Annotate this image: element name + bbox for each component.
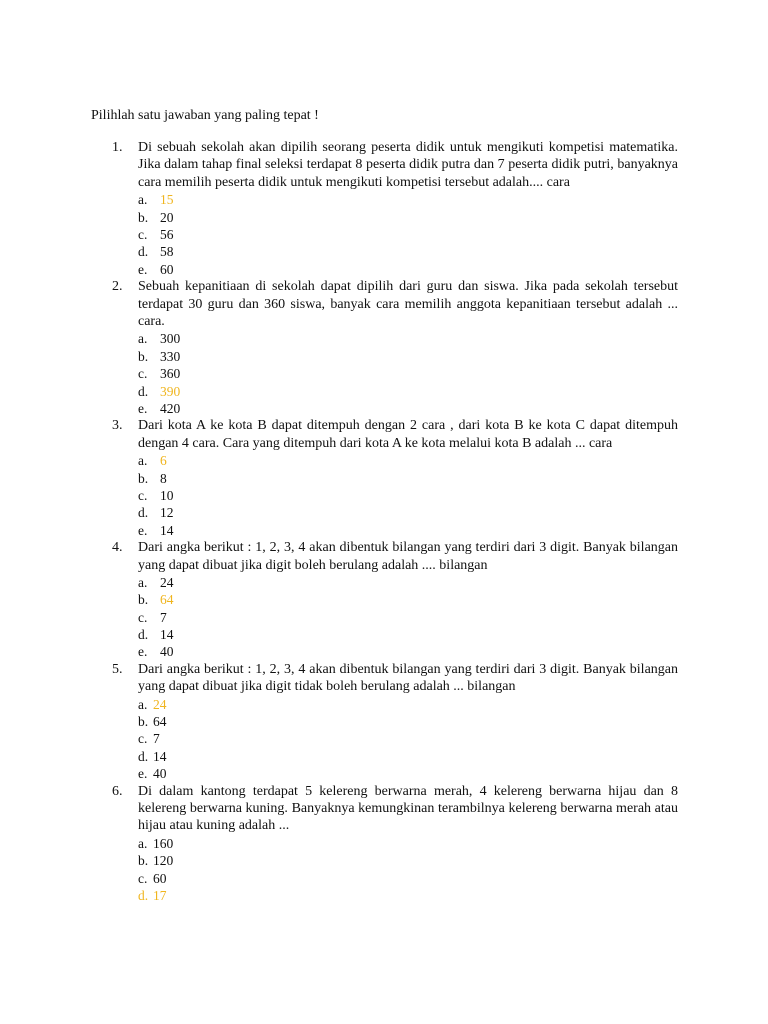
question-3: [112, 417, 678, 539]
question-text: Di sebuah sekolah akan dipilih seorang peserta didik untuk mengikuti kompetisi matematika. Jika dalam tahap final seleksi terdapat 8 peserta didik putra dan 7 peserta didik putri, banyaknya cara memilih peserta didik untuk mengikuti kompetisi tersebut adalah.... cara: [138, 140, 678, 190]
option-letter: b.: [138, 714, 149, 730]
option-letter: b.: [138, 470, 149, 486]
option-a: [138, 452, 678, 469]
option-letter: e.: [138, 522, 148, 538]
option-value: 14: [153, 748, 167, 764]
option-letter: a.: [138, 331, 148, 347]
option-value: 7: [160, 609, 167, 625]
option-b: [138, 348, 678, 365]
option-letter: a.: [138, 574, 148, 590]
question-6: [112, 783, 678, 905]
question-1: [112, 139, 678, 278]
option-letter: c.: [138, 227, 148, 242]
option-c: [138, 487, 678, 504]
option-e: [138, 400, 678, 417]
option-d: [138, 243, 678, 260]
option-c: [138, 609, 678, 626]
question-text: Dari angka berikut : 1, 2, 3, 4 akan dibentuk bilangan yang terdiri dari 3 digit. Banyak bilangan yang dapat dibuat jika digit boleh berulang adalah .... bilangan: [138, 540, 678, 573]
option-c: [138, 730, 678, 747]
option-letter: b.: [138, 209, 149, 225]
question-text: Dari angka berikut : 1, 2, 3, 4 akan dibentuk bilangan yang terdiri dari 3 digit. Banyak bilangan yang dapat dibuat jika digit tidak boleh berulang adalah ... bilangan: [138, 661, 678, 695]
option-c: [138, 226, 678, 243]
option-d: [138, 383, 678, 400]
question-2: [112, 278, 678, 417]
question-list: [112, 139, 678, 904]
option-letter: c.: [138, 609, 148, 625]
question-number: 6.: [112, 783, 123, 799]
option-d: [138, 748, 678, 765]
option-e: [138, 261, 678, 278]
option-value: 15: [160, 192, 174, 208]
option-value: 120: [153, 853, 174, 869]
option-letter: a.: [138, 696, 148, 712]
option-e: [138, 765, 678, 782]
option-letter: c.: [138, 366, 148, 382]
option-value: 160: [153, 835, 174, 851]
question-text: Sebuah kepanitiaan di sekolah dapat dipilih dari guru dan siswa. Jika pada sekolah tersebut terdapat 30 guru dan 360 siswa, banyak cara memilih anggota kepanitiaan tersebut adalah ... cara.: [138, 279, 678, 329]
option-value: 24: [160, 574, 174, 590]
answer-options: [138, 574, 678, 661]
answer-options: [138, 452, 678, 539]
option-value: 6: [160, 453, 167, 469]
option-value: 14: [160, 627, 174, 643]
option-value: 56: [160, 227, 174, 242]
question-4: [112, 539, 678, 661]
answer-options: [138, 191, 678, 278]
option-value: 7: [153, 731, 160, 747]
answer-options: [138, 330, 678, 417]
option-b: [138, 209, 678, 226]
option-a: [138, 696, 678, 713]
option-value: 64: [160, 592, 174, 608]
option-letter: a.: [138, 192, 148, 208]
instruction-text: Pilihlah satu jawaban yang paling tepat !: [91, 108, 319, 123]
option-d: [138, 887, 678, 904]
answer-options: [138, 696, 678, 783]
option-value: 360: [160, 366, 181, 382]
option-value: 40: [153, 766, 167, 782]
option-letter: b.: [138, 853, 149, 869]
option-value: 60: [153, 870, 167, 886]
option-letter: a.: [138, 835, 148, 851]
question-text: Dari kota A ke kota B dapat ditempuh dengan 2 cara , dari kota B ke kota C dapat ditempuh dengan 4 cara. Cara yang ditempuh dari kota A ke kota melalui kota B adalah ... cara: [138, 418, 678, 451]
option-letter: c.: [138, 487, 148, 503]
option-letter: c.: [138, 870, 148, 886]
question-number: 5.: [112, 661, 123, 677]
option-d: [138, 504, 678, 521]
option-letter: b.: [138, 592, 149, 608]
option-letter: d.: [138, 748, 149, 764]
option-value: 14: [160, 522, 174, 538]
option-value: 64: [153, 714, 167, 730]
option-value: 60: [160, 261, 174, 277]
option-value: 20: [160, 209, 174, 225]
option-letter: d.: [138, 888, 149, 904]
option-c: [138, 870, 678, 887]
question-number: 2.: [112, 279, 123, 295]
option-letter: b.: [138, 348, 149, 364]
option-letter: e.: [138, 261, 148, 277]
option-value: 8: [160, 470, 167, 486]
option-a: [138, 191, 678, 208]
question-5: [112, 661, 678, 783]
question-text: Di dalam kantong terdapat 5 kelereng berwarna merah, 4 kelereng berwarna hijau dan 8 kelereng berwarna kuning. Banyaknya kemungkinan terambilnya kelereng berwarna merah atau hijau atau kuning adalah ...: [138, 783, 678, 834]
question-number: 3.: [112, 418, 123, 434]
option-b: [138, 591, 678, 608]
option-letter: e.: [138, 400, 148, 416]
option-value: 40: [160, 644, 174, 660]
option-e: [138, 522, 678, 539]
answer-options: [138, 835, 678, 905]
option-letter: e.: [138, 644, 148, 660]
option-letter: a.: [138, 453, 148, 469]
option-value: 17: [153, 888, 167, 904]
option-letter: d.: [138, 244, 149, 260]
option-letter: c.: [138, 731, 148, 747]
option-value: 10: [160, 487, 174, 503]
option-b: [138, 713, 678, 730]
option-d: [138, 626, 678, 643]
option-value: 12: [160, 505, 174, 521]
option-e: [138, 643, 678, 660]
question-number: 4.: [112, 540, 123, 556]
option-a: [138, 574, 678, 591]
option-a: [138, 835, 678, 852]
option-value: 58: [160, 244, 174, 260]
option-value: 420: [160, 400, 181, 416]
option-b: [138, 470, 678, 487]
option-value: 390: [160, 383, 181, 399]
option-value: 330: [160, 348, 181, 364]
option-value: 24: [153, 696, 167, 712]
option-a: [138, 330, 678, 347]
option-letter: d.: [138, 383, 149, 399]
question-number: 1.: [112, 140, 123, 155]
option-b: [138, 852, 678, 869]
option-letter: d.: [138, 627, 149, 643]
option-letter: d.: [138, 505, 149, 521]
option-value: 300: [160, 331, 181, 347]
option-letter: e.: [138, 766, 148, 782]
option-c: [138, 365, 678, 382]
